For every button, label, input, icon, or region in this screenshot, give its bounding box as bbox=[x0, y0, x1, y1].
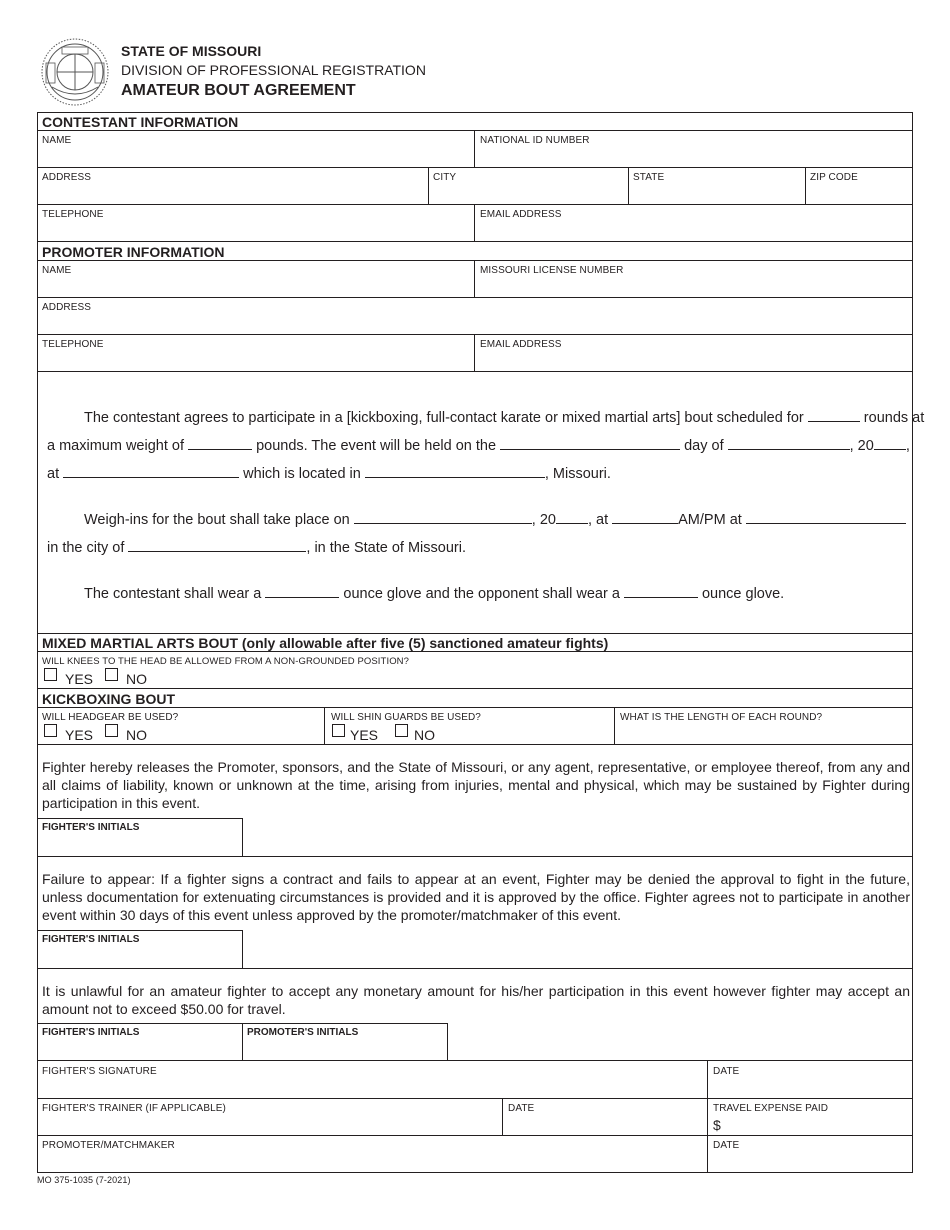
state-seal bbox=[40, 37, 110, 107]
promoter-name-field[interactable]: NAME bbox=[42, 265, 72, 276]
knees-yes-checkbox[interactable] bbox=[44, 668, 57, 681]
agreement-text: , 20 bbox=[531, 512, 556, 528]
state-seal-icon bbox=[40, 37, 110, 107]
agreement-text: rounds at bbox=[863, 410, 925, 426]
agreement-text: a maximum weight of bbox=[47, 438, 184, 454]
trainer-date-field[interactable]: DATE bbox=[508, 1103, 535, 1114]
state-name: STATE OF MISSOURI bbox=[121, 43, 262, 59]
shin-yes-checkbox[interactable] bbox=[332, 724, 345, 737]
opponent-glove-blank[interactable] bbox=[624, 585, 698, 598]
contestant-address-field[interactable]: ADDRESS bbox=[42, 172, 92, 183]
weigh-in-date-blank[interactable] bbox=[354, 511, 532, 524]
event-month-blank[interactable] bbox=[728, 437, 850, 450]
promoter-section-title: PROMOTER INFORMATION bbox=[42, 244, 225, 260]
promoter-license-field[interactable]: MISSOURI LICENSE NUMBER bbox=[480, 265, 624, 276]
shin-yes-label: YES bbox=[350, 727, 379, 743]
agreement-text: , 20 bbox=[849, 438, 874, 454]
agreement-text: , bbox=[905, 438, 910, 454]
monetary-fighter-initials-field[interactable]: FIGHTER'S INITIALS bbox=[42, 1027, 140, 1038]
venue-blank[interactable] bbox=[63, 465, 239, 478]
division-name: DIVISION OF PROFESSIONAL REGISTRATION bbox=[121, 62, 426, 78]
agreement-text: , Missouri. bbox=[544, 466, 611, 482]
headgear-yes-label: YES bbox=[65, 727, 94, 743]
weigh-in-time-blank[interactable] bbox=[612, 511, 678, 524]
round-length-field[interactable]: WHAT IS THE LENGTH OF EACH ROUND? bbox=[620, 712, 823, 723]
promoter-telephone-field[interactable]: TELEPHONE bbox=[42, 339, 104, 350]
shin-no-label: NO bbox=[414, 727, 435, 743]
agreement-line-5 bbox=[47, 539, 466, 556]
headgear-yes-checkbox[interactable] bbox=[44, 724, 57, 737]
agreement-text: which is located in bbox=[243, 466, 361, 482]
contestant-email-field[interactable]: EMAIL ADDRESS bbox=[480, 209, 562, 220]
agreement-text: Weigh-ins for the bout shall take place on bbox=[84, 512, 350, 528]
agreement-text: The contestant shall wear a bbox=[84, 586, 262, 602]
failure-text: Failure to appear: If a fighter signs a contract and fails to appear at an event, Fighter may be denied the approval to fight in the future, unless documentation for extenuating circumstances is provided and it is approved by the office. Fighter agrees not to participate in another event within 30 days of this event unless approved by the promoter/matchmaker of this event. bbox=[42, 871, 910, 923]
agreement-text: day of bbox=[684, 438, 724, 454]
knees-no-checkbox[interactable] bbox=[105, 668, 118, 681]
promoter-matchmaker-field[interactable]: PROMOTER/MATCHMAKER bbox=[42, 1140, 175, 1151]
rounds-blank[interactable] bbox=[808, 409, 860, 422]
agreement-text: at bbox=[47, 466, 60, 482]
agreement-line-6 bbox=[84, 585, 784, 602]
headgear-question: WILL HEADGEAR BE USED? bbox=[42, 712, 179, 723]
release-text: Fighter hereby releases the Promoter, sponsors, and the State of Missouri, or any agent, representative, or employee thereof, from any and all claims of liability, known or unknown at the time, arising from injuries, mental and physical, which may be sustained by Fighter during participation in this event. bbox=[42, 759, 910, 811]
trainer-field[interactable]: FIGHTER'S TRAINER (IF APPLICABLE) bbox=[42, 1103, 226, 1114]
form-number: MO 375-1035 (7-2021) bbox=[37, 1175, 131, 1185]
promoter-date-field[interactable]: DATE bbox=[713, 1140, 740, 1151]
max-weight-blank[interactable] bbox=[188, 437, 252, 450]
knees-yes-label: YES bbox=[65, 671, 94, 687]
agreement-text: ounce glove and the opponent shall wear a bbox=[343, 586, 620, 602]
release-fighter-initials-field[interactable]: FIGHTER'S INITIALS bbox=[42, 822, 140, 833]
agreement-line-4 bbox=[84, 511, 906, 528]
contestant-state-field[interactable]: STATE bbox=[633, 172, 665, 183]
monetary-promoter-initials-field[interactable]: PROMOTER'S INITIALS bbox=[247, 1027, 359, 1038]
contestant-section-title: CONTESTANT INFORMATION bbox=[42, 114, 239, 130]
contestant-telephone-field[interactable]: TELEPHONE bbox=[42, 209, 104, 220]
agreement-text: AM/PM at bbox=[678, 512, 742, 528]
kickboxing-section-title: KICKBOXING BOUT bbox=[42, 691, 175, 707]
agreement-text: ounce glove. bbox=[701, 586, 785, 602]
weigh-in-place-blank[interactable] bbox=[746, 511, 906, 524]
agreement-line-3 bbox=[47, 465, 611, 482]
failure-fighter-initials-field[interactable]: FIGHTER'S INITIALS bbox=[42, 934, 140, 945]
mma-section-title: MIXED MARTIAL ARTS BOUT (only allowable after five (5) sanctioned amateur fights) bbox=[42, 635, 609, 651]
shin-no-checkbox[interactable] bbox=[395, 724, 408, 737]
agreement-line-2 bbox=[47, 437, 910, 454]
contestant-name-field[interactable]: NAME bbox=[42, 135, 72, 146]
agreement-text: in the city of bbox=[47, 540, 125, 556]
headgear-no-label: NO bbox=[126, 727, 147, 743]
weigh-in-year-blank[interactable] bbox=[556, 511, 588, 524]
knees-no-label: NO bbox=[126, 671, 147, 687]
promoter-address-field[interactable]: ADDRESS bbox=[42, 302, 92, 313]
travel-expense-field[interactable]: TRAVEL EXPENSE PAID bbox=[713, 1103, 829, 1114]
weigh-in-city-blank[interactable] bbox=[128, 539, 306, 552]
agreement-text: , in the State of Missouri. bbox=[306, 540, 466, 556]
form-title: AMATEUR BOUT AGREEMENT bbox=[121, 82, 356, 99]
fighter-signature-date-field[interactable]: DATE bbox=[713, 1066, 740, 1077]
agreement-text: , at bbox=[587, 512, 609, 528]
agreement-text: The contestant agrees to participate in a [kickboxing, full-contact karate or mixed martial arts] bout scheduled for bbox=[84, 410, 804, 426]
contestant-glove-blank[interactable] bbox=[265, 585, 339, 598]
location-blank[interactable] bbox=[365, 465, 545, 478]
fighter-signature-field[interactable]: FIGHTER'S SIGNATURE bbox=[42, 1066, 157, 1077]
event-year-blank[interactable] bbox=[874, 437, 906, 450]
promoter-email-field[interactable]: EMAIL ADDRESS bbox=[480, 339, 562, 350]
monetary-text: It is unlawful for an amateur fighter to accept any monetary amount for his/her participation in this event however fighter may accept an amount not to exceed $50.00 for travel. bbox=[42, 983, 910, 1017]
agreement-text: pounds. The event will be held on the bbox=[256, 438, 497, 454]
contestant-national-id-field[interactable]: NATIONAL ID NUMBER bbox=[480, 135, 590, 146]
contestant-city-field[interactable]: CITY bbox=[433, 172, 457, 183]
contestant-zip-field[interactable]: ZIP CODE bbox=[810, 172, 858, 183]
event-day-blank[interactable] bbox=[500, 437, 680, 450]
headgear-no-checkbox[interactable] bbox=[105, 724, 118, 737]
agreement-line-1 bbox=[84, 409, 924, 426]
knees-question: WILL KNEES TO THE HEAD BE ALLOWED FROM A NON-GROUNDED POSITION? bbox=[42, 656, 410, 667]
dollar-sign: $ bbox=[713, 1117, 721, 1133]
shin-guards-question: WILL SHIN GUARDS BE USED? bbox=[331, 712, 481, 723]
